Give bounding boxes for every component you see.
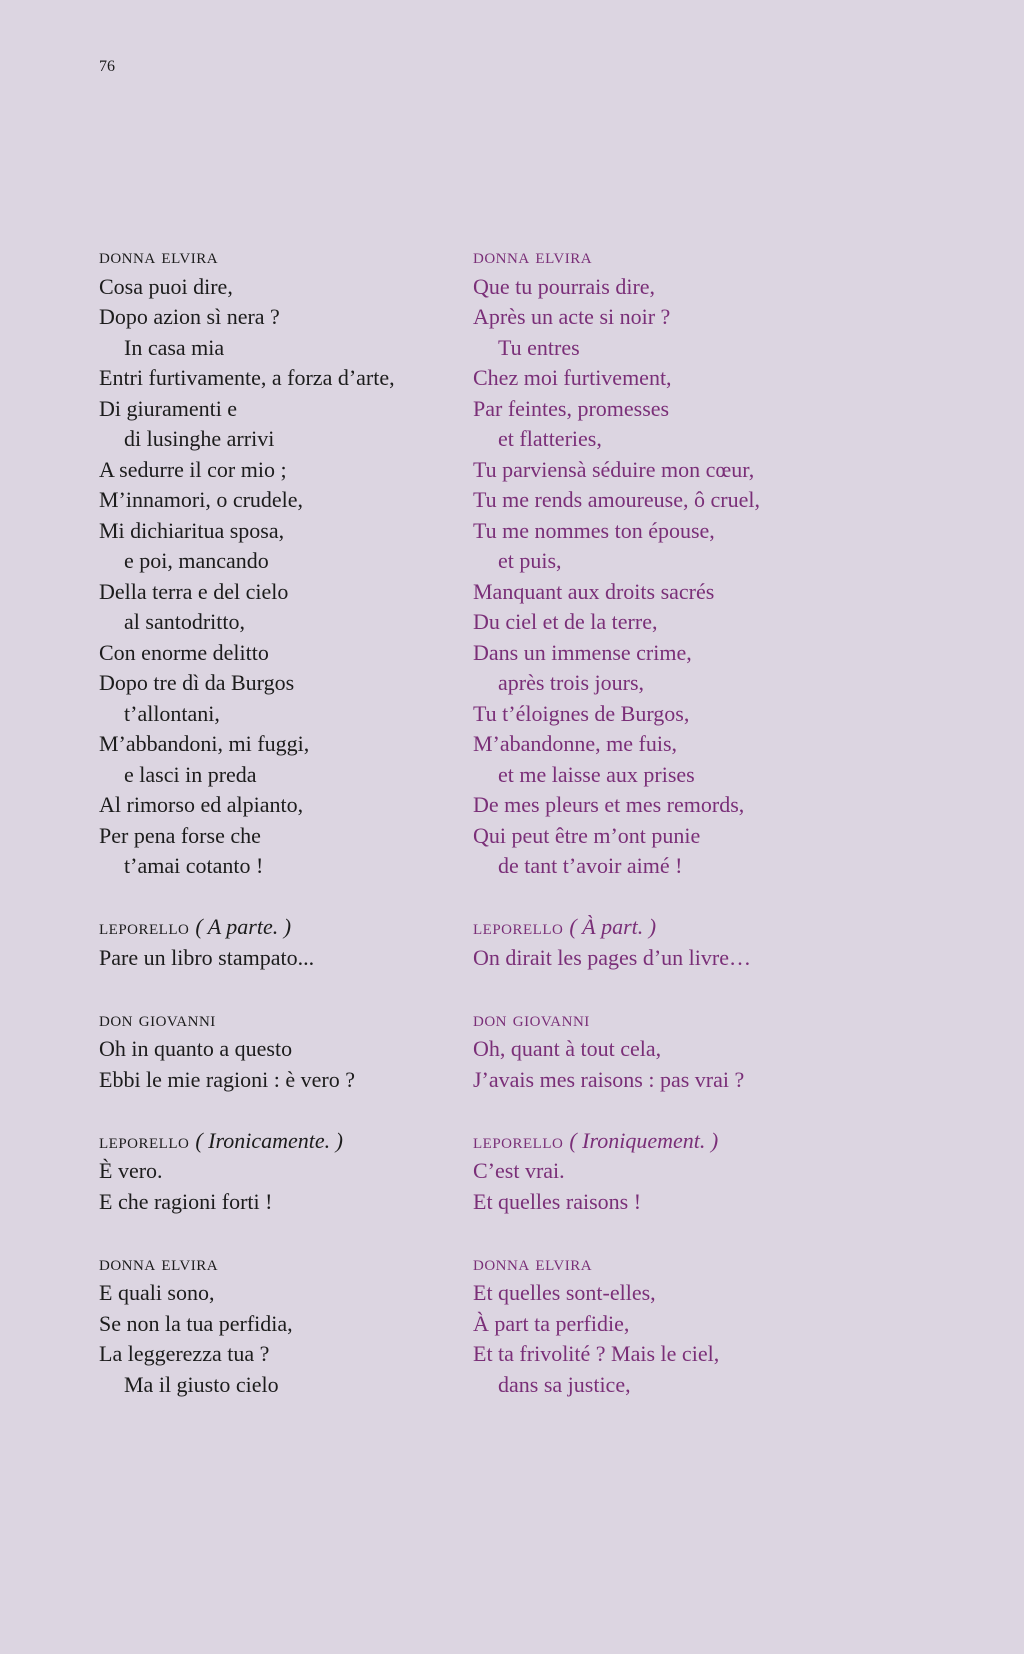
verse-line: De mes pleurs et mes remords, (473, 792, 745, 817)
verse-line: Al rimorso ed alpianto, (99, 792, 304, 817)
verse-line: Et ta frivolité ? Mais le ciel, (473, 1341, 720, 1366)
verse-line: e poi, mancando (124, 548, 269, 573)
verse-line: M’innamori, o crudele, (99, 487, 304, 512)
dialogue-block (473, 241, 760, 882)
page-number: 76 (99, 58, 115, 75)
speaker-heading (99, 1004, 395, 1035)
verse-line: Tu me nommes ton épouse, (473, 517, 715, 543)
verse-line: t’allontani, (124, 700, 220, 726)
verse-line: Entri furtivamente, a forza d’arte, (99, 365, 395, 390)
verse-line: Dans un immense crime, (473, 639, 692, 665)
verse-line: dans sa justice, (498, 1371, 631, 1397)
verse-line: Que tu pourrais dire, (473, 273, 656, 299)
french-translation-column (473, 241, 760, 1431)
verse-line: On dirait les pages d’un livre… (473, 944, 751, 970)
verse-line: Cosa puoi dire, (99, 273, 233, 299)
verse-line: A sedurre il cor mio ; (99, 456, 287, 482)
verse-line: Et quelles sont-elles, (473, 1280, 656, 1305)
stage-direction: ( À part. ) (569, 914, 657, 939)
speaker-name: donna elvira (99, 244, 219, 268)
speaker-name: donna elvira (99, 1250, 219, 1275)
verse-line: di lusinghe arrivi (124, 426, 275, 451)
verse-line: Mi dichiaritua sposa, (99, 517, 285, 543)
verse-line: M’abbandoni, mi fuggi, (99, 731, 310, 756)
stage-direction: ( Ironicamente. ) (195, 1127, 343, 1153)
verse-line: M’abandonne, me fuis, (473, 731, 678, 756)
verse-line: après trois jours, (498, 670, 645, 695)
verse-line: Ebbi le mie ragioni : è vero ? (99, 1066, 355, 1092)
verse-line: Per pena forse che (99, 822, 261, 848)
verse-line: Tu entres (498, 334, 580, 360)
speaker-name: leporello (473, 1128, 564, 1153)
verse-line: Ma il giusto cielo (124, 1371, 279, 1397)
speaker-heading (473, 241, 760, 272)
dialogue-block (473, 1004, 760, 1096)
verse-line: È vero. (99, 1158, 163, 1183)
speaker-heading (99, 1126, 395, 1157)
speaker-name: leporello (473, 915, 564, 939)
speaker-heading (473, 1248, 760, 1279)
verse-line: de tant t’avoir aimé ! (498, 853, 683, 878)
speaker-heading (99, 241, 395, 272)
verse-line: J’avais mes raisons : pas vrai ? (473, 1066, 745, 1092)
dialogue-block (99, 1248, 395, 1401)
speaker-heading (473, 912, 760, 943)
verse-line: Tu parviensà séduire mon cœur, (473, 456, 755, 482)
verse-line: Tu me rends amoureuse, ô cruel, (473, 487, 760, 512)
italian-text-column (99, 241, 395, 1431)
speaker-heading (473, 1004, 760, 1035)
verse-line: al santodritto, (124, 609, 245, 634)
dialogue-block (99, 1004, 395, 1096)
verse-line: À part ta perfidie, (473, 1310, 630, 1336)
dialogue-block (99, 1126, 395, 1218)
speaker-name: donna elvira (473, 1250, 593, 1275)
verse-line: E quali sono, (99, 1280, 215, 1305)
dialogue-block (99, 912, 395, 973)
dialogue-block (473, 1248, 760, 1401)
speaker-name: leporello (99, 1128, 190, 1153)
verse-line: Chez moi furtivement, (473, 365, 672, 390)
speaker-name: don giovanni (99, 1006, 216, 1031)
verse-line: Manquant aux droits sacrés (473, 578, 715, 604)
verse-line: Della terra e del cielo (99, 578, 289, 604)
verse-line: Se non la tua perfidia, (99, 1310, 293, 1336)
verse-line: C’est vrai. (473, 1158, 565, 1183)
verse-line: Tu t’éloignes de Burgos, (473, 700, 690, 726)
verse-line: Con enorme delitto (99, 639, 269, 665)
verse-line: Pare un libro stampato... (99, 944, 315, 970)
verse-line: et me laisse aux prises (498, 761, 695, 787)
verse-line: E che ragioni forti ! (99, 1188, 273, 1214)
speaker-heading (473, 1126, 760, 1157)
verse-line: Et quelles raisons ! (473, 1188, 642, 1214)
verse-line: Dopo tre dì da Burgos (99, 670, 295, 695)
dialogue-block (473, 912, 760, 973)
verse-line: In casa mia (124, 334, 225, 360)
dialogue-block (99, 241, 395, 882)
verse-line: Di giuramenti e (99, 395, 238, 421)
verse-line: et puis, (498, 548, 562, 573)
stage-direction: ( Ironiquement. ) (569, 1127, 719, 1153)
verse-line: Après un acte si noir ? (473, 304, 671, 329)
verse-line: t’amai cotanto ! (124, 853, 264, 878)
dialogue-block (473, 1126, 760, 1218)
speaker-name: donna elvira (473, 244, 593, 268)
speaker-name: don giovanni (473, 1006, 590, 1031)
verse-line: Oh in quanto a questo (99, 1036, 293, 1061)
speaker-heading (99, 912, 395, 943)
verse-line: Dopo azion sì nera ? (99, 304, 280, 329)
verse-line: et flatteries, (498, 426, 602, 451)
verse-line: Qui peut être m’ont punie (473, 822, 701, 848)
verse-line: Du ciel et de la terre, (473, 609, 658, 634)
speaker-heading (99, 1248, 395, 1279)
verse-line: Oh, quant à tout cela, (473, 1036, 662, 1061)
verse-line: Par feintes, promesses (473, 395, 670, 421)
verse-line: e lasci in preda (124, 761, 257, 787)
stage-direction: ( A parte. ) (195, 914, 292, 939)
verse-line: La leggerezza tua ? (99, 1341, 270, 1366)
speaker-name: leporello (99, 915, 190, 939)
